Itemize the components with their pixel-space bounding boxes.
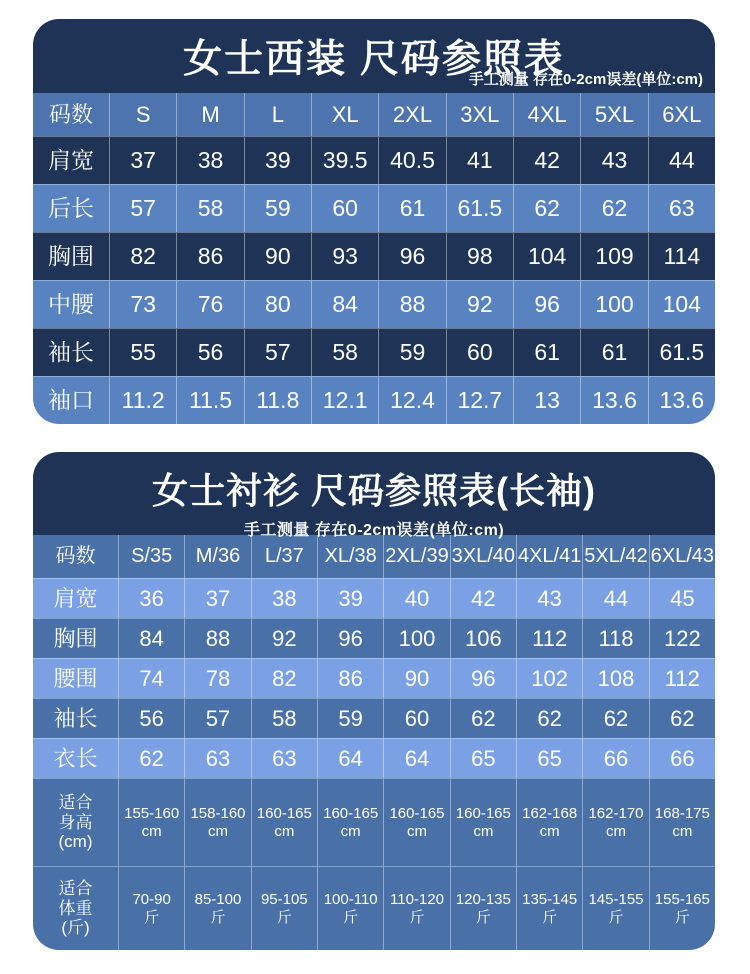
size-value-cell: 61.5 xyxy=(648,328,715,376)
size-value-cell: 62 xyxy=(516,698,582,738)
shirt-table-title: 女士衬衫 尺码参照表(长袖) xyxy=(152,470,596,511)
unit-label: 斤 xyxy=(276,908,292,926)
size-value-cell: 57 xyxy=(184,698,250,738)
row-label-line: (斤) xyxy=(61,918,90,938)
size-value-cell xyxy=(649,866,715,950)
size-value-cell: 108 xyxy=(582,658,648,698)
size-value-cell: 100 xyxy=(383,618,449,658)
size-value-cell: 96 xyxy=(513,280,580,328)
corner-header-cell: 码数 xyxy=(55,545,96,567)
unit-label: cm xyxy=(672,822,693,840)
range-value: 95-105 xyxy=(260,891,308,909)
row-label xyxy=(33,866,118,950)
size-value-cell: 12.4 xyxy=(378,376,445,424)
range-value: 135-145 xyxy=(522,891,578,909)
size-value-cell xyxy=(516,866,582,950)
size-column-header: XL/38 xyxy=(317,535,383,578)
range-value: 70-90 xyxy=(132,891,171,909)
size-value-cell: 62 xyxy=(649,698,715,738)
size-value-cell: 62 xyxy=(118,738,184,778)
row-label-line: (cm) xyxy=(58,832,93,852)
table-row xyxy=(33,618,715,658)
size-value-cell: 11.5 xyxy=(176,376,243,424)
size-value-cell: 96 xyxy=(317,618,383,658)
size-value-cell xyxy=(582,866,648,950)
unit-label: 斤 xyxy=(144,908,160,926)
size-column-header: 3XL xyxy=(446,93,513,136)
size-value-cell xyxy=(450,866,516,950)
size-value-cell: 58 xyxy=(251,698,317,738)
row-label: 胸围 xyxy=(33,618,118,658)
size-value-cell: 62 xyxy=(582,698,648,738)
size-value-cell: 78 xyxy=(184,658,250,698)
row-label-line: 适合 xyxy=(58,879,93,899)
size-column-header: S xyxy=(109,93,176,136)
unit-label: cm xyxy=(605,822,626,840)
size-value-cell: 42 xyxy=(450,578,516,618)
size-column-header: L/37 xyxy=(251,535,317,578)
size-value-cell: 82 xyxy=(251,658,317,698)
shirt-size-table xyxy=(33,452,715,950)
range-value: 168-175 xyxy=(654,805,710,823)
size-value-cell: 12.7 xyxy=(446,376,513,424)
size-value-cell: 60 xyxy=(311,184,378,232)
size-value-cell: 58 xyxy=(176,184,243,232)
size-column-header: M/36 xyxy=(184,535,250,578)
size-value-cell: 11.8 xyxy=(244,376,311,424)
size-value-cell xyxy=(450,778,516,866)
corner-header-cell: 码数 xyxy=(48,101,93,127)
size-value-cell: 76 xyxy=(176,280,243,328)
size-value-cell xyxy=(649,778,715,866)
unit-label: 斤 xyxy=(343,908,359,926)
size-value-cell: 73 xyxy=(109,280,176,328)
size-value-cell: 64 xyxy=(317,738,383,778)
size-value-cell: 114 xyxy=(648,232,715,280)
size-value-cell: 61 xyxy=(580,328,647,376)
size-value-cell: 42 xyxy=(513,136,580,184)
suit-size-table xyxy=(33,19,715,424)
size-value-cell: 84 xyxy=(311,280,378,328)
unit-label: cm xyxy=(340,822,361,840)
size-value-cell: 96 xyxy=(378,232,445,280)
row-label: 腰围 xyxy=(33,658,118,698)
suit-table-title: 女士西装 尺码参照表 xyxy=(183,38,565,81)
size-value-cell: 112 xyxy=(516,618,582,658)
size-value-cell xyxy=(118,778,184,866)
size-value-cell: 63 xyxy=(184,738,250,778)
unit-label: cm xyxy=(473,822,494,840)
shirt-table-measure-note: 手工测量 存在0-2cm误差(单位:cm) xyxy=(243,522,505,539)
size-header-row xyxy=(33,93,715,136)
size-value-cell xyxy=(184,778,250,866)
size-value-cell: 56 xyxy=(176,328,243,376)
size-value-cell: 65 xyxy=(516,738,582,778)
range-value: 162-170 xyxy=(588,805,644,823)
size-value-cell: 86 xyxy=(176,232,243,280)
unit-label: 斤 xyxy=(409,908,425,926)
table-row xyxy=(33,328,715,376)
size-value-cell: 57 xyxy=(109,184,176,232)
size-value-cell: 64 xyxy=(383,738,449,778)
size-value-cell: 39 xyxy=(244,136,311,184)
size-value-cell: 122 xyxy=(649,618,715,658)
range-value: 160-165 xyxy=(256,805,312,823)
range-value: 160-165 xyxy=(389,805,445,823)
size-value-cell: 37 xyxy=(109,136,176,184)
size-value-cell: 104 xyxy=(513,232,580,280)
size-value-cell: 92 xyxy=(446,280,513,328)
size-value-cell xyxy=(251,866,317,950)
size-value-cell: 59 xyxy=(317,698,383,738)
size-value-cell: 90 xyxy=(244,232,311,280)
row-label: 肩宽 xyxy=(33,136,109,184)
unit-label: 斤 xyxy=(475,908,491,926)
unit-label: 斤 xyxy=(674,908,690,926)
size-value-cell: 62 xyxy=(513,184,580,232)
shirt-table-title-band xyxy=(33,452,715,539)
size-value-cell xyxy=(317,866,383,950)
row-label: 袖长 xyxy=(33,328,109,376)
size-value-cell: 44 xyxy=(582,578,648,618)
size-column-header: 2XL xyxy=(378,93,445,136)
table-row xyxy=(33,184,715,232)
range-value: 162-168 xyxy=(522,805,578,823)
size-column-header: 3XL/40 xyxy=(450,535,516,578)
suit-table-title-band xyxy=(33,19,715,93)
size-value-cell: 43 xyxy=(580,136,647,184)
size-value-cell: 37 xyxy=(184,578,250,618)
table-row xyxy=(33,778,715,866)
size-value-cell: 86 xyxy=(317,658,383,698)
unit-label: cm xyxy=(207,822,228,840)
size-column-header: S/35 xyxy=(118,535,184,578)
range-value: 85-100 xyxy=(194,891,242,909)
size-value-cell: 61.5 xyxy=(446,184,513,232)
size-value-cell xyxy=(118,866,184,950)
size-value-cell: 100 xyxy=(580,280,647,328)
size-value-cell xyxy=(184,866,250,950)
size-header-row xyxy=(33,535,715,578)
range-value: 120-135 xyxy=(455,891,511,909)
row-label: 后长 xyxy=(33,184,109,232)
size-value-cell: 38 xyxy=(251,578,317,618)
size-value-cell: 12.1 xyxy=(311,376,378,424)
table-row xyxy=(33,136,715,184)
suit-table-measure-note: 手工测量 存在0-2cm误差(单位:cm) xyxy=(468,71,703,88)
size-value-cell: 13 xyxy=(513,376,580,424)
size-value-cell: 55 xyxy=(109,328,176,376)
row-label: 中腰 xyxy=(33,280,109,328)
size-value-cell: 62 xyxy=(580,184,647,232)
size-value-cell: 59 xyxy=(244,184,311,232)
size-value-cell: 93 xyxy=(311,232,378,280)
size-value-cell: 96 xyxy=(450,658,516,698)
row-label: 袖长 xyxy=(33,698,118,738)
size-value-cell: 61 xyxy=(513,328,580,376)
size-column-header: XL xyxy=(311,93,378,136)
size-value-cell: 43 xyxy=(516,578,582,618)
size-value-cell: 60 xyxy=(446,328,513,376)
size-value-cell: 84 xyxy=(118,618,184,658)
size-column-header: 5XL/42 xyxy=(582,535,648,578)
unit-label: 斤 xyxy=(608,908,624,926)
size-value-cell: 61 xyxy=(378,184,445,232)
row-label: 袖口 xyxy=(33,376,109,424)
size-value-cell: 80 xyxy=(244,280,311,328)
size-value-cell: 98 xyxy=(446,232,513,280)
unit-label: cm xyxy=(141,822,162,840)
size-value-cell: 36 xyxy=(118,578,184,618)
size-value-cell: 88 xyxy=(378,280,445,328)
range-value: 155-165 xyxy=(654,891,710,909)
size-value-cell: 102 xyxy=(516,658,582,698)
size-value-cell: 56 xyxy=(118,698,184,738)
range-value: 145-155 xyxy=(588,891,644,909)
size-value-cell xyxy=(516,778,582,866)
shirt-table-grid xyxy=(33,535,715,950)
table-row xyxy=(33,232,715,280)
unit-label: cm xyxy=(539,822,560,840)
size-value-cell: 60 xyxy=(383,698,449,738)
size-value-cell xyxy=(383,866,449,950)
unit-label: cm xyxy=(406,822,427,840)
range-value: 100-110 xyxy=(323,891,378,909)
size-value-cell: 39.5 xyxy=(311,136,378,184)
size-value-cell: 82 xyxy=(109,232,176,280)
range-value: 160-165 xyxy=(455,805,511,823)
unit-label: 斤 xyxy=(542,908,558,926)
size-value-cell: 13.6 xyxy=(580,376,647,424)
size-value-cell: 63 xyxy=(251,738,317,778)
size-value-cell: 59 xyxy=(378,328,445,376)
size-column-header: M xyxy=(176,93,243,136)
table-row xyxy=(33,578,715,618)
row-label-line: 体重 xyxy=(58,898,93,918)
range-value: 160-165 xyxy=(323,805,379,823)
size-value-cell: 41 xyxy=(446,136,513,184)
size-value-cell: 45 xyxy=(649,578,715,618)
size-column-header: 5XL xyxy=(580,93,647,136)
size-value-cell xyxy=(251,778,317,866)
size-value-cell: 109 xyxy=(580,232,647,280)
size-value-cell: 66 xyxy=(582,738,648,778)
row-label: 肩宽 xyxy=(33,578,118,618)
row-label-line: 适合 xyxy=(58,793,93,813)
size-value-cell xyxy=(383,778,449,866)
size-value-cell: 44 xyxy=(648,136,715,184)
size-column-header: 4XL xyxy=(513,93,580,136)
row-label-line: 身高 xyxy=(58,812,93,832)
unit-label: cm xyxy=(274,822,295,840)
table-row xyxy=(33,280,715,328)
size-value-cell: 90 xyxy=(383,658,449,698)
table-row xyxy=(33,866,715,950)
size-value-cell: 62 xyxy=(450,698,516,738)
range-value: 155-160 xyxy=(124,805,180,823)
range-value: 110-120 xyxy=(390,891,444,909)
size-column-header: 2XL/39 xyxy=(383,535,449,578)
range-value: 158-160 xyxy=(190,805,246,823)
size-value-cell xyxy=(317,778,383,866)
table-row xyxy=(33,698,715,738)
size-value-cell: 106 xyxy=(450,618,516,658)
size-column-header: 6XL/43 xyxy=(649,535,715,578)
size-value-cell: 40 xyxy=(383,578,449,618)
table-row xyxy=(33,658,715,698)
size-value-cell: 65 xyxy=(450,738,516,778)
suit-table-grid xyxy=(33,93,715,424)
size-value-cell: 63 xyxy=(648,184,715,232)
size-value-cell: 40.5 xyxy=(378,136,445,184)
size-column-header: 6XL xyxy=(648,93,715,136)
size-value-cell: 112 xyxy=(649,658,715,698)
size-value-cell: 74 xyxy=(118,658,184,698)
row-label xyxy=(33,778,118,866)
row-label: 衣长 xyxy=(33,738,118,778)
unit-label: 斤 xyxy=(210,908,226,926)
size-value-cell: 58 xyxy=(311,328,378,376)
size-value-cell: 11.2 xyxy=(109,376,176,424)
row-label: 胸围 xyxy=(33,232,109,280)
size-value-cell: 66 xyxy=(649,738,715,778)
table-row xyxy=(33,376,715,424)
size-value-cell: 13.6 xyxy=(648,376,715,424)
size-value-cell: 38 xyxy=(176,136,243,184)
size-value-cell: 104 xyxy=(648,280,715,328)
size-value-cell: 39 xyxy=(317,578,383,618)
size-value-cell: 88 xyxy=(184,618,250,658)
size-value-cell: 118 xyxy=(582,618,648,658)
size-value-cell xyxy=(582,778,648,866)
size-value-cell: 57 xyxy=(244,328,311,376)
size-value-cell: 92 xyxy=(251,618,317,658)
table-row xyxy=(33,738,715,778)
size-column-header: L xyxy=(244,93,311,136)
size-column-header: 4XL/41 xyxy=(516,535,582,578)
